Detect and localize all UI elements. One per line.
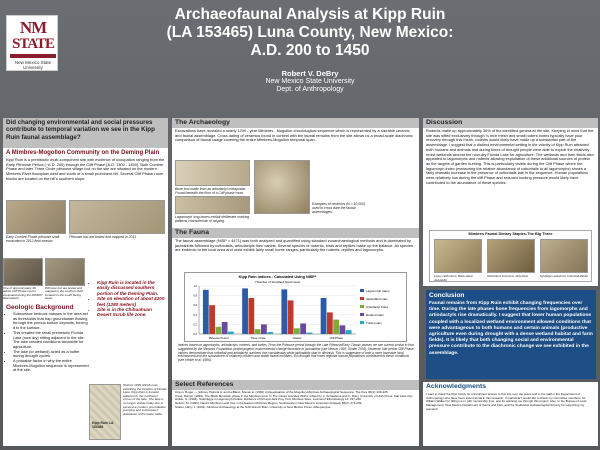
geology-heading: Geologic Background xyxy=(6,304,74,311)
legend-swatch xyxy=(360,297,364,300)
legend-label: Artiodactyl Index xyxy=(366,305,389,309)
y-tick-label: 0.4 xyxy=(193,313,197,317)
bone-tool-caption: Bone tool made from an artiodactyl metapodial. Found beneath the floor of a Cliff phase room. xyxy=(175,187,247,195)
logo-caption: New Mexico State University xyxy=(14,60,52,70)
chart-bar xyxy=(242,288,248,334)
usgs-map-caption: Historic 1899 USGS map indicating the location of Florida Lake. Kipp Ruin is located adjacent to the northwest corner of the lake. The lake is no longer visible today due to excessive modern groundwater pumping and subsequent drawdown of the water table. xyxy=(123,383,167,416)
ceramics-photo xyxy=(254,160,310,214)
conclusion-panel xyxy=(426,290,596,379)
x-tick-label: Classic xyxy=(292,336,302,340)
logo-line-1: NM xyxy=(19,18,47,37)
y-tick-label: 0.8 xyxy=(193,294,197,298)
reference-item: Creel, Darrell, (1999). The Black Mountain phase in the Mimbres area. In The Casas Grandes World, edited by C. Schaafsma and C. Riley, University of Utah Press, Salt Lake City. xyxy=(175,393,413,398)
intro-subheading: A Mimbres-Mogollon Community on the Deming Plain xyxy=(6,150,160,156)
chart-bar xyxy=(288,300,294,334)
geology-bullets xyxy=(5,312,89,373)
conclusion-body: Faunal remains from Kipp Ruin exhibit changing frequencies over time. During the late phases bone frequencies from lagomorphs and artiodactyls rise dramatically. I suggest that lower human populations coupled with a localized wetland environment allowed conditions that were advantageous to both humans and certain animals (productive agriculture even during drought with a dense wetland habitat and farm fields). It is likely that both changing social and environmental pressure contribute to the diachronic change we see exhibited in the assemblage. xyxy=(429,301,593,356)
chart-bar xyxy=(294,328,300,334)
legend-swatch xyxy=(360,313,364,316)
cliff-room-caption: One of approximately 40 adobe Cliff Phase rooms excavated during the 2006/07 field season. xyxy=(3,286,43,301)
cottontail-photo xyxy=(540,239,588,273)
legend-label: Jackrabbit Index xyxy=(366,297,388,301)
chart-bar xyxy=(300,323,306,334)
discussion-body: Rodents make up approximately 30% of the identified genera at the site. Keeping in mind that the site was sifted exclusively through ¼ inch mesh and small rodent bones typically have poor recovery through this mesh, rodents would likely have made up a substantial part of the assemblage. I suggest that a distinct environmental setting in the vicinity of Kipp Ruin attracted both humans and animals and during times of drought people were able to exploit the relatively moist wetlands around the now-dry Florida Lake for agriculture. The wetlands and farm fields also appealed to lagomorphs and rodents allowing exploitation of these additional sources of protein as the targets of garden hunting. This is particularly visible during the Cliff Phase where the lagomorph index (measuring the relative abundance of cottontails to all lagomorphs) shows a fairly dramatic increase in the presence of cottontails late in the sequence. Human populations were relatively low during the cliff Phase and reduced hunting pressure would likely have contributed to the abundance of these species. xyxy=(426,128,594,185)
discussion-panel xyxy=(423,118,598,286)
archaeology-panel xyxy=(172,118,419,228)
logo-line-2: STATE xyxy=(12,36,54,52)
intro-question: Did changing environmental and social pressures contribute to temporal variation we see in the Kipp Ruin faunal assemblage? xyxy=(3,118,168,148)
usgs-map-label: Kipp Ruin LA 153465 xyxy=(92,421,114,429)
site-highlight: • Site is in the Chihuahuan Desert Scrub life zone. xyxy=(97,307,167,318)
title-line-2: (LA 153465) Luna County, New Mexico: xyxy=(166,24,454,41)
site-highlight: • Site on elevation of about 4200 feet (1280 meters) xyxy=(97,296,167,307)
x-tick-label: Cliff Phase xyxy=(329,336,344,340)
mule-deer-photo xyxy=(487,239,535,273)
y-tick-label: 0.2 xyxy=(193,323,197,327)
references-panel xyxy=(172,380,419,446)
conclusion-heading: Conclusion xyxy=(429,292,465,299)
chart-bar xyxy=(327,312,333,334)
author-name: Robert V. DeBry xyxy=(281,69,339,78)
fauna-heading: The Fauna xyxy=(172,228,419,238)
intro-photo2-caption: Pithouse loci are tested and mapped in 2013 xyxy=(69,235,137,239)
y-tick-label: 0.0 xyxy=(193,333,197,336)
title-line-1: Archaeofaunal Analysis at Kipp Ruin xyxy=(174,6,446,23)
mule-deer-caption: Odocoileus hemionus, Mule Deer xyxy=(487,274,529,278)
chart-bar xyxy=(228,332,234,334)
chart-bar xyxy=(261,324,267,334)
chart-title: Kipp Ruin Indices - Calculated Using NISP* xyxy=(238,275,317,279)
references-list xyxy=(172,390,419,411)
usgs-map xyxy=(89,384,121,440)
chart-bar xyxy=(346,330,352,334)
site-highlight: • Kipp Ruin is located in the easily discussed southern portion of the Deming Plain. xyxy=(97,280,167,296)
y-tick-label: 0.6 xyxy=(193,304,197,308)
pithouse-photo-1 xyxy=(6,200,66,234)
reference-item: Hinkle, S. (1994). Snail Eggs in Lagomorph Pellets: Evidence of Kill and Jack Prey from Mimbres Sites. Journal of Ethnobiology 14: 237-260. xyxy=(175,397,362,402)
poster-title xyxy=(120,6,500,60)
chart-bar xyxy=(307,333,313,334)
cottontail-caption: Sylvilagus audubonii, Cottontail Rabbit xyxy=(540,274,588,278)
dietary-staples-figure xyxy=(429,230,592,282)
x-tick-label: Three Circle xyxy=(250,336,266,340)
jackrabbit-photo xyxy=(434,239,482,273)
jackrabbit-caption: Lepus californicus, Black-tailed Jackrabbit xyxy=(434,274,473,282)
legend-swatch xyxy=(360,305,364,308)
geology-bullet: • This created the small prehistoric Florida Lake (now dry) sitting adjacent to the site. The lake created conditions favorable for agriculture. xyxy=(13,331,89,350)
title-line-3: A.D. 200 to 1450 xyxy=(250,42,370,59)
chart-bar xyxy=(267,332,273,334)
bone-tool-photo xyxy=(175,160,250,186)
chart-bar xyxy=(255,329,261,334)
logo-bar xyxy=(10,54,56,58)
discussion-heading: Discussion xyxy=(423,118,598,128)
dietary-staples-title: Mimbres Faunal Dietary Staples-The Big Three xyxy=(468,232,553,236)
intro-photo1-caption: Early Cumbre Phase pithouse shaft excavated in 2012 field season xyxy=(6,235,60,243)
acknowledgments-panel xyxy=(423,382,598,446)
fauna-panel xyxy=(172,228,419,380)
acknowledgments-heading: Acknowledgments xyxy=(423,382,598,392)
site-highlights xyxy=(89,280,167,318)
acknowledgments-body: I want to thank the Kipp family for unrestricted access to this site over the years and to the staff in the Department of Anthropology who have been instrumental in this research. In particular I would like to thank my committee members, Dr. William Walker for filling me in with mentorship time, and for advising me through this project. Also, to the Bureau of Land Management, New Mexico Department of Game and Fish, and the Southwest Archaeological Society for supporting my research. xyxy=(426,392,587,411)
nmsu-logo xyxy=(6,15,58,71)
legend-label: Turtle Index xyxy=(366,321,382,325)
chart-bar xyxy=(203,290,209,334)
chart-bar xyxy=(333,320,339,334)
lagomorph-bones-caption: Lagomorph long bones exhibit deliberate marking patterns characteristic of rasping. xyxy=(175,215,250,223)
author-block xyxy=(150,70,470,94)
geology-bullet: • A probable factor in why the entire Mimbres-Mogollon sequence is represented at the site. xyxy=(13,359,89,373)
chart-subtitle: (*Number of Identified Specimens) xyxy=(254,280,301,284)
indices-chart-box xyxy=(184,272,407,342)
chart-bar xyxy=(340,325,346,334)
geology-bullet: • Subsurface bedrock masses in the area act as thresholds that trap groundwater flowing through the porous bolson deposits, forcing it to the surface. xyxy=(13,312,89,331)
intro-body: Kipp Ruin is a prehistoric multi-component site with evidence of occupation ranging from the Early Pithouse Period (~A.D. 200) through the Cliff Phase (A.D. 1300 - 1450). Both Cumbre Phase and later Three Circle pithouse village loci on the site are situated on the modern Mimbres River floodplain west and south of a small prominent hill. Several Cliff Phase room blocks are located on the hill's southern slope. xyxy=(6,157,165,181)
affiliation-line-2: Dept. of Anthropology xyxy=(276,86,344,93)
reference-item: Anyon, Roger — Gilman, Patricia A. and LeBlanc, Steven A. (1981) A Reevaluation of the Mogollon-Mimbres Archaeological Sequence. The Kiva 46(4): 209-225. xyxy=(175,390,389,394)
ceramics-caption: Examples of ceramics (N = 10,000) used to cross date the faunal assemblages. xyxy=(312,202,366,214)
chart-bar xyxy=(215,327,221,334)
references-heading: Select References xyxy=(172,380,419,390)
pithouse-photo-2 xyxy=(69,200,165,234)
legend-label: Rodent Index xyxy=(366,313,384,317)
geology-bullet: • The lake (or wetland) acted as a buffer during drought cycles. xyxy=(13,350,89,359)
reference-item: Nelson, M. (1993) Classic Mimbres Land Use in the Eastern Mimbres Region, Southwestern New Mexico. American Antiquity 58(2): 271-289. xyxy=(175,401,363,406)
reference-item: Shafer, Harry J. (2003). Mimbres Archaeology at the NAN Ranch Ruin. University of New Mexico Press, Albuquerque. xyxy=(175,404,332,409)
affiliation-line-1: New Mexico State University xyxy=(265,78,355,85)
lagomorph-bones-photo xyxy=(175,196,250,214)
chart-bar xyxy=(248,298,254,334)
chart-caption: Indices based on lagomorphs, artiodactyls, rodents, and turtles. From the Pithouse period through the Late Pithouse/Early Classic phases we see a trend similar to that suggested by the Mimbres Foundation (anthropogenic environmental change favorable to jackrabbits (see Nelson 1993; Shafer 2003). However, late period Cliff Phase indices demonstrate that cottontail and artiodactyl numbers rise considerably while jackrabbits start to diminish. This is suggestive of both a more favorable local environment and the subsistence of relatively modern and stable faunal numbers. It is thought that lower regional human populations contributed to these conditions (see Hinkle et al. 1986). xyxy=(178,343,414,363)
legend-swatch xyxy=(360,289,364,292)
legend-label: Lagomorph Index xyxy=(366,289,390,293)
fauna-body: The faunal assemblage (NISP = 4471) was both analyzed and quantified using standard zooarchaeological methods and is dominated by jackrabbits followed by cottontails, artiodactyls then canids. Several species of rodents, birds and reptiles make up the balance. All species are endemic to the local area and most exhibit fairly small home ranges, particularly the rodents, reptiles and lagomorphs. xyxy=(175,238,414,253)
pithouse-loci-caption: Pithouse loci are tested and mapped in the southern field, located on the south facing slope. xyxy=(45,286,84,301)
intro-panel xyxy=(3,118,168,258)
pithouse-loci-photo xyxy=(45,258,85,286)
x-tick-label: Pithouse Period xyxy=(208,336,229,340)
chart-bar xyxy=(209,305,215,334)
chart-bar xyxy=(281,289,287,334)
chart-bar xyxy=(321,298,327,334)
cliff-room-photo xyxy=(3,258,43,286)
archaeology-heading: The Archaeology xyxy=(172,118,419,128)
geology-panel xyxy=(3,258,168,446)
y-tick-label: 1.0 xyxy=(193,285,197,288)
chart-bar xyxy=(222,322,228,334)
indices-chart xyxy=(185,273,408,343)
archaeology-body: Excavations have revealed a nearly 1200 - year Mimbres - Mogollon chronological sequence which is represented by a sizeable ceramic and faunal assemblage. Cross dating of ceramics found in context with the faunal remains from the site allows us a broad-scale diachronic comparison of faunal usage covering the entire Mimbres-Mogollon temporal span. xyxy=(175,128,413,143)
legend-swatch xyxy=(360,321,364,324)
